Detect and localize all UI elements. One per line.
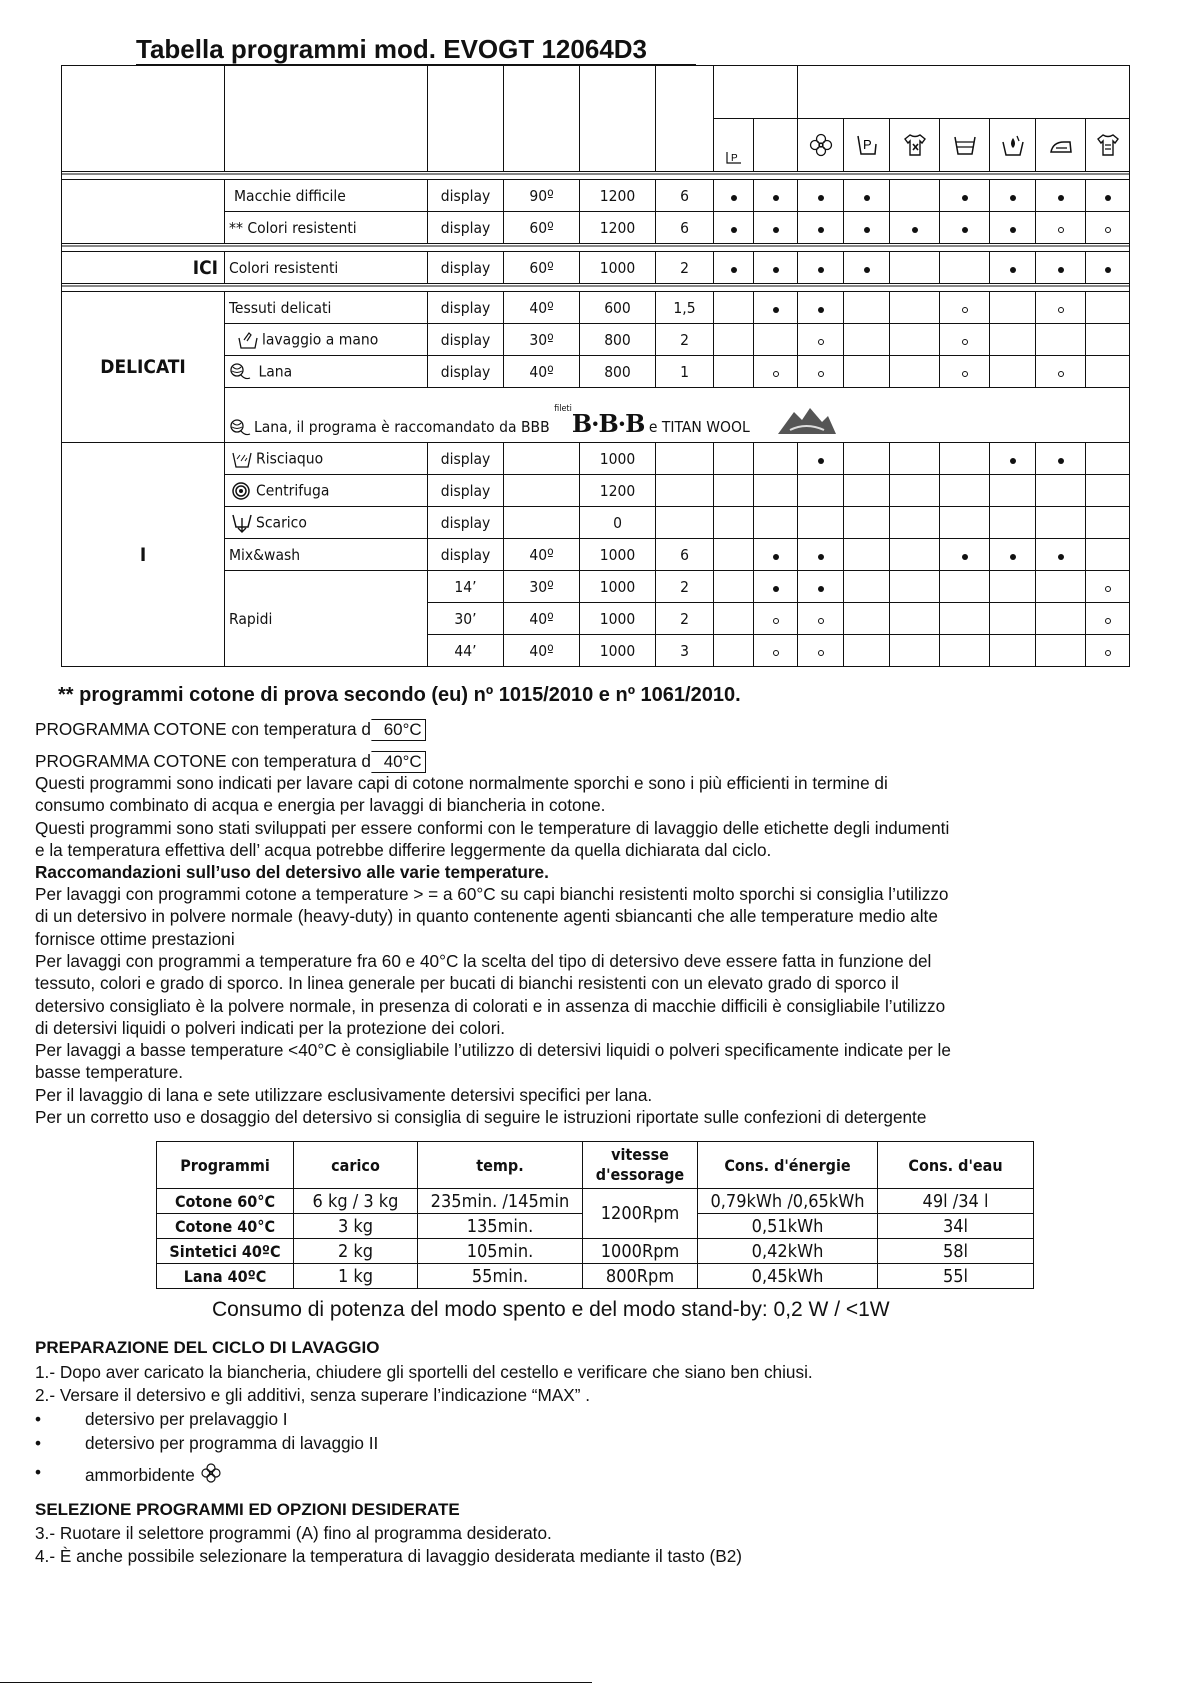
table-row: Scarico display 0 [62, 507, 1130, 539]
step-3: 3.- Ruotare il selettore programmi (A) fino al programma desiderato. [35, 1523, 552, 1543]
temp-60-badge: 60°C [371, 719, 426, 741]
table-row: 44’ 40º 1000 3 [62, 635, 1130, 667]
table-row: Sintetici 40ºC 2 kg 105min. 1000Rpm 0,42kWh 58l [157, 1239, 1034, 1264]
paragraph-line: Per il lavaggio di lana e sete utilizzare esclusivamente detersivi specifici per lana. [35, 1085, 653, 1105]
standby-consumption: Consumo di potenza del modo spento e del modo stand-by: 0,2 W / <1W [212, 1298, 890, 1321]
table-row: I Risciaquo display 1000 [62, 443, 1130, 475]
option-dot [912, 227, 918, 233]
wool-yarn-icon [229, 418, 251, 438]
program-name: Colori resistenti [225, 252, 428, 284]
temp-40-badge: 40°C [371, 751, 426, 773]
option-dot [773, 554, 779, 560]
program-name: Risciaquo [256, 449, 324, 467]
table-row: Lana display 40º 800 1 [62, 356, 1130, 388]
table-row: lavaggio a mano display 30º 800 2 [62, 324, 1130, 356]
softener-flower-icon [200, 1462, 222, 1484]
paragraph-line: Per lavaggi a basse temperature <40°C è consigliabile l’utilizzo di detersivi liquidi o polveri specificamente indicate per le [35, 1040, 951, 1060]
paragraph-line: Per lavaggi con programmi cotone a temperature > = a 60°C su capi bianchi resistenti molto sporchi si consiglia l’utilizzo [35, 884, 949, 904]
page-title: Tabella programmi mod. EVOGT 12064D3 [136, 34, 648, 64]
option-dot [818, 195, 824, 201]
option-dot [1010, 554, 1016, 560]
option-ring [1105, 618, 1111, 624]
option-dot [1058, 458, 1064, 464]
option-dot [1058, 195, 1064, 201]
option-ring [962, 339, 968, 345]
header-row-top [62, 66, 1130, 119]
option-dot [1010, 195, 1016, 201]
wool-recommendation-row: Lana, il programa è raccomandato da BBB $^{fileti}$B·B·B e TITAN WOOL [62, 388, 1130, 443]
program-name: Tessuti delicati [225, 292, 428, 324]
prewash-option-icon [844, 119, 890, 172]
option-dot [962, 554, 968, 560]
table-row: ICI Colori resistenti display 60º 1000 2 [62, 252, 1130, 284]
iron-icon [1036, 119, 1086, 172]
option-dot [731, 267, 737, 273]
row-separator [62, 284, 1130, 292]
program-name: Rapidi [225, 571, 428, 667]
drain-icon [231, 513, 253, 533]
hand-wash-icon [237, 330, 259, 350]
table-row: 30’ 40º 1000 2 [62, 603, 1130, 635]
option-ring [773, 618, 779, 624]
table-row: DELICATI Tessuti delicati display 40º 600 1,5 [62, 292, 1130, 324]
option-ring [1105, 650, 1111, 656]
easy-iron-icon [990, 119, 1036, 172]
section-heading-preparation: PREPARAZIONE DEL CICLO DI LAVAGGIO [35, 1338, 380, 1357]
bullet-wash-detergent: detersivo per programma di lavaggio II [85, 1433, 379, 1453]
option-dot [1058, 554, 1064, 560]
option-ring [773, 650, 779, 656]
program-name: Mix&wash [225, 539, 428, 571]
option-dot [1010, 227, 1016, 233]
bullet: • [35, 1462, 42, 1482]
bbb-logo-sub: fileti [554, 404, 572, 414]
bullet-softener: ammorbidente [85, 1462, 222, 1486]
test-programs-note: ** programmi cotone di prova secondo (eu) nº 1015/2010 e nº 1061/2010. [58, 684, 741, 706]
svg-text:P: P [862, 137, 872, 152]
option-ring [1105, 586, 1111, 592]
bullet: • [35, 1433, 42, 1453]
option-dot [731, 227, 737, 233]
program-name: Scarico [256, 513, 307, 531]
paragraph-line: fornisce ottime prestazioni [35, 929, 235, 949]
program-name: Lana [258, 362, 293, 380]
option-dot [773, 267, 779, 273]
shirt-icon [1086, 119, 1130, 172]
cotton-40-line: PROGRAMMA COTONE con temperatura di 40°C [35, 751, 426, 773]
option-ring [773, 371, 779, 377]
titan-wool-logo [776, 404, 838, 438]
paragraph-line: Questi programmi sono indicati per lavare capi di cotone normalmente sporchi e sono i più efficienti in termine di [35, 773, 888, 793]
option-ring [962, 307, 968, 313]
row-separator [62, 172, 1130, 180]
option-ring [1058, 227, 1064, 233]
option-ring [818, 650, 824, 656]
option-dot [818, 227, 824, 233]
option-ring [962, 371, 968, 377]
option-dot [818, 458, 824, 464]
consumption-table [156, 1141, 1034, 1289]
paragraph-line: di un detersivo in polvere normale (heavy-duty) in quanto contenente agenti sbiancanti che alle temperature medio alte [35, 906, 938, 926]
table-row: Mix&wash display 40º 1000 6 [62, 539, 1130, 571]
program-name: Macchie difficile [225, 180, 428, 212]
bullet-prewash-detergent: detersivo per prelavaggio I [85, 1409, 288, 1429]
option-ring [1058, 371, 1064, 377]
option-dot [818, 307, 824, 313]
option-dot [773, 227, 779, 233]
bullet: • [35, 1409, 42, 1429]
wash-compartment-icon [754, 119, 798, 172]
table-row: Cotone 40°C 3 kg 135min. 0,51kWh 34l [157, 1214, 1034, 1239]
paragraph-heading: Raccomandazioni sull’uso del detersivo alle varie temperature. [35, 862, 549, 882]
table-row: Rapidi 14’ 30º 1000 2 [62, 571, 1130, 603]
option-dot [1105, 267, 1111, 273]
option-dot [731, 195, 737, 201]
consumption-header-row: Programmi carico temp. vitesse d'essorage Cons. d'énergie Cons. d'eau [157, 1142, 1034, 1189]
table-row: Centrifuga display 1200 [62, 475, 1130, 507]
program-table [61, 65, 1130, 667]
svg-text:P: P [730, 153, 738, 164]
option-dot [962, 195, 968, 201]
option-dot [962, 227, 968, 233]
footer-rule [0, 1682, 592, 1683]
option-dot [864, 227, 870, 233]
rinse-icon [231, 449, 253, 469]
paragraph-line: tessuto, colori e grado di sporco. In linea generale per bucati di bianchi resistenti con un elevato grado di sporco il [35, 973, 899, 993]
section-heading-selection: SELEZIONE PROGRAMMI ED OPZIONI DESIDERATE [35, 1500, 460, 1519]
wool-yarn-icon [229, 362, 251, 382]
table-row: ** Colori resistenti display 60º 1200 6 [62, 212, 1130, 244]
program-name: ** Colori resistenti [225, 212, 428, 244]
option-dot [773, 586, 779, 592]
option-dot [818, 554, 824, 560]
paragraph-line: detersivo consigliato è la polvere normale, in presenza di colorati e in assenza di macchie difficili è consigliabile l’utilizzo [35, 996, 946, 1016]
option-dot [818, 586, 824, 592]
option-dot [773, 195, 779, 201]
paragraph-line: Per lavaggi con programmi a temperature fra 60 e 40°C la scelta del tipo di detersivo deve essere fatta in funzione del [35, 951, 932, 971]
option-ring [1058, 307, 1064, 313]
paragraph-line: basse temperature. [35, 1062, 184, 1082]
group-label-i: I [62, 443, 225, 667]
row-separator [62, 244, 1130, 252]
option-dot [864, 195, 870, 201]
option-dot [864, 267, 870, 273]
step-4: 4.- È anche possibile selezionare la temperatura di lavaggio desiderata mediante il tasto (B2) [35, 1546, 742, 1566]
table-row: Macchie difficile display 90º 1200 6 [62, 180, 1130, 212]
step-2: 2.- Versare il detersivo e gli additivi, senza superare l’indicazione “MAX” . [35, 1385, 591, 1405]
group-label-delicati: DELICATI [62, 292, 225, 443]
option-dot [1105, 195, 1111, 201]
option-dot [1010, 267, 1016, 273]
paragraph-line: e la temperatura effettiva dell’ acqua potrebbe differire leggermente da quella dichiarata dal ciclo. [35, 840, 772, 860]
option-ring [818, 371, 824, 377]
group-label-ici: ICI [62, 252, 225, 284]
paragraph-line: Per un corretto uso e dosaggio del detersivo si consiglia di seguire le istruzioni riportate sulle confezioni di detergente [35, 1107, 927, 1127]
extra-rinse-icon [940, 119, 990, 172]
program-name: lavaggio a mano [262, 330, 379, 348]
option-dot [818, 267, 824, 273]
bbb-logo: B·B·B [571, 409, 645, 438]
table-row: Cotone 60°C 6 kg / 3 kg 235min. /145min 1200Rpm 0,79kWh /0,65kWh 49l /34 l [157, 1189, 1034, 1214]
option-ring [818, 339, 824, 345]
option-ring [1105, 227, 1111, 233]
paragraph-line: Questi programmi sono stati sviluppati per essere conformi con le temperature di lavaggio delle etichette degli indumenti [35, 818, 950, 838]
cotton-60-line: PROGRAMMA COTONE con temperatura di 60°C [35, 719, 426, 741]
step-1: 1.- Dopo aver caricato la biancheria, chiudere gli sportelli del cestello e verificare che siano ben chiusi. [35, 1362, 813, 1382]
option-dot [773, 307, 779, 313]
option-ring [818, 618, 824, 624]
stain-shirt-icon [890, 119, 940, 172]
paragraph-line: di detersivi liquidi o polveri indicati per la protezione dei colori. [35, 1018, 506, 1038]
prewash-icon [714, 119, 754, 172]
table-row: Lana 40ºC 1 kg 55min. 800Rpm 0,45kWh 55l [157, 1264, 1034, 1289]
option-dot [1058, 267, 1064, 273]
spin-icon [231, 481, 253, 501]
paragraph-line: consumo combinato di acqua e energia per lavaggi di biancheria in cotone. [35, 795, 606, 815]
option-dot [1010, 458, 1016, 464]
program-name: Centrifuga [256, 481, 330, 499]
softener-flower-icon [798, 119, 844, 172]
